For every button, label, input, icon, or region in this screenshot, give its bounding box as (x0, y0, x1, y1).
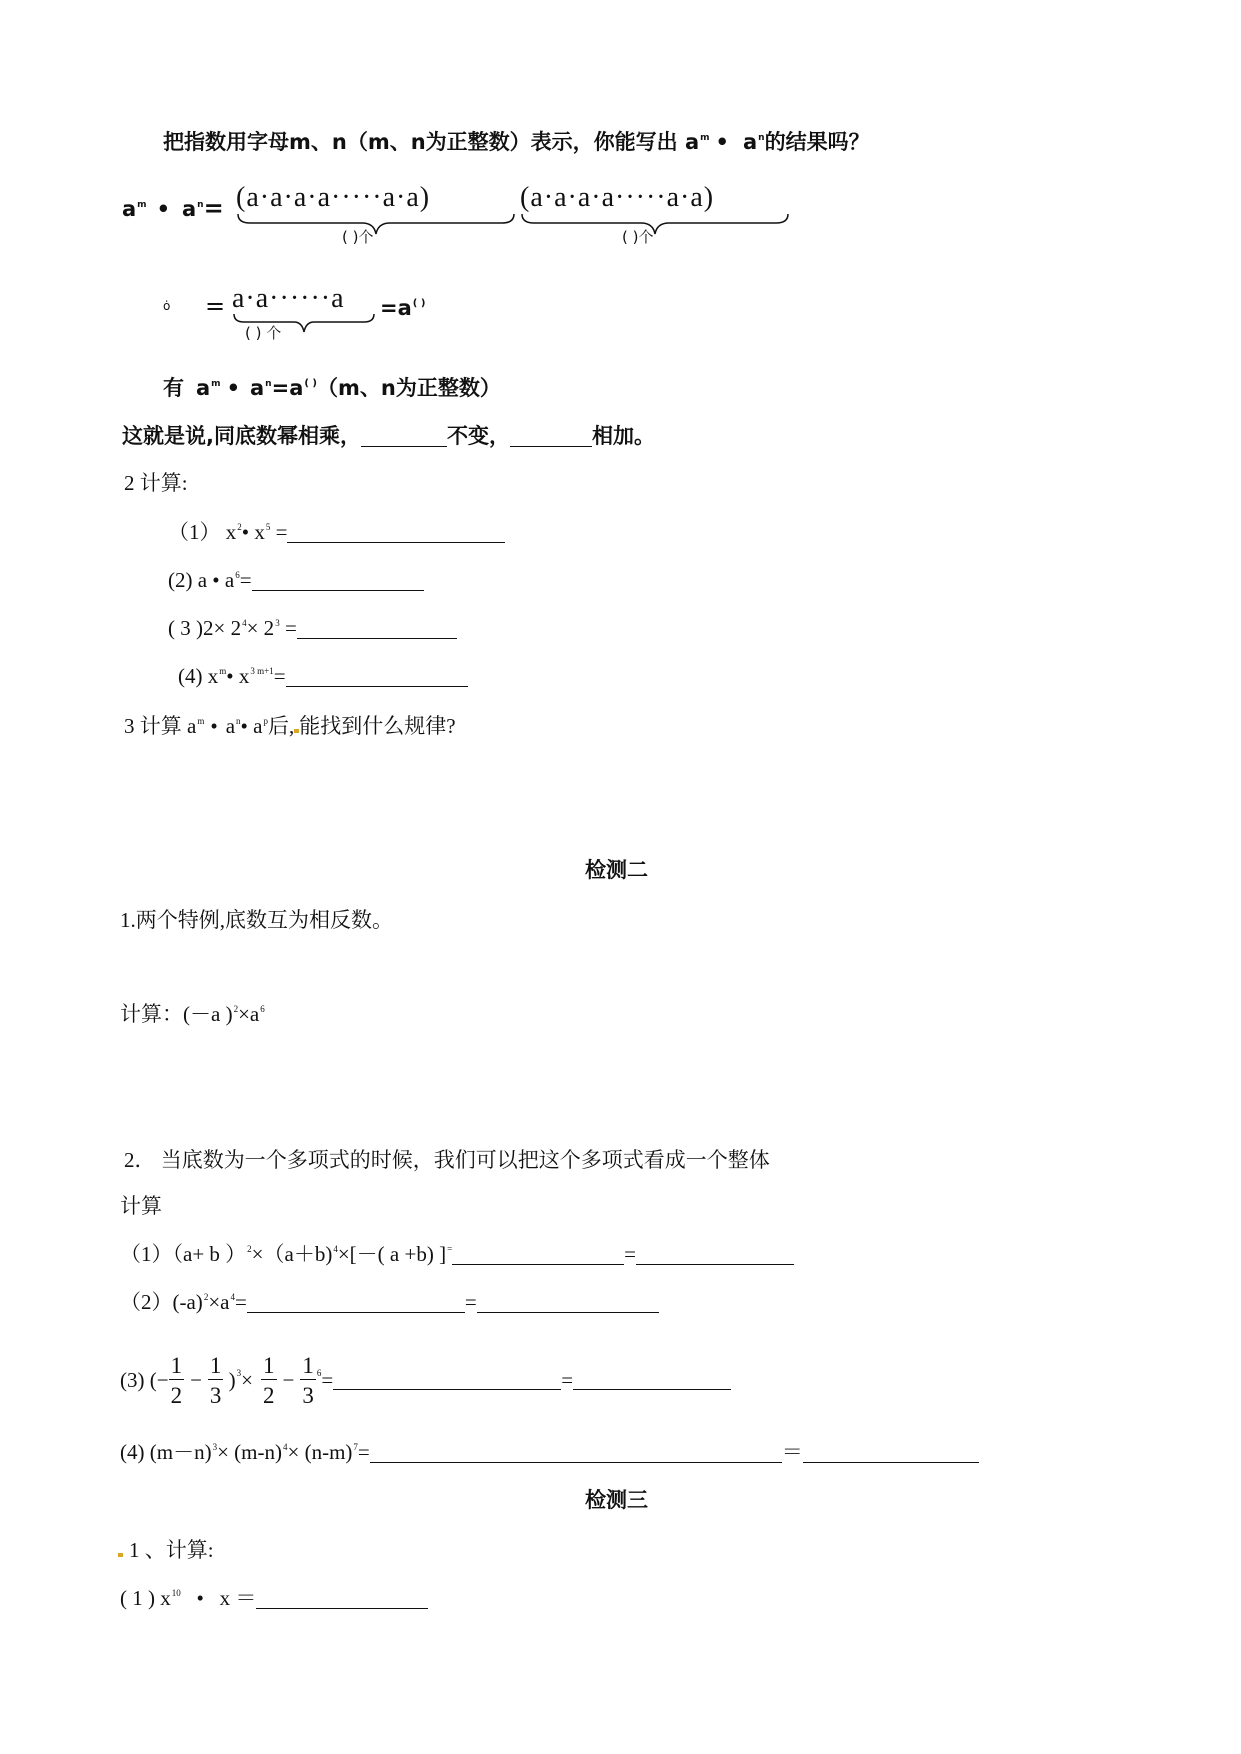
frac-2-num: 1 (209, 1353, 222, 1378)
s2-item4-blank[interactable] (286, 668, 468, 687)
p1-blank1[interactable] (452, 1246, 624, 1265)
blank-exponent[interactable] (510, 428, 592, 447)
s3-text-b: 后, (267, 714, 295, 738)
frac-4 (300, 1354, 316, 1407)
check2-calc-a: 计算：(－a ) (120, 1002, 233, 1026)
p4-sup1: 3 (212, 1442, 218, 1452)
derivation-lhs (122, 196, 224, 220)
check2-calc (120, 1004, 265, 1025)
lhs-dot: • (156, 197, 170, 221)
conclusion-suffix: （m、n为正整数） (317, 376, 501, 400)
p1-sup3: = (447, 1244, 453, 1254)
frac-3-num: 1 (263, 1353, 275, 1378)
p1-a: （1）（a+ b ） (120, 1242, 247, 1266)
conclusion-eq: =a (271, 376, 304, 400)
p2-a: （2）(-a) (120, 1290, 203, 1314)
s2-item4-label: (4) x (178, 664, 219, 688)
p1-sup2: 4 (333, 1244, 338, 1254)
p1-blank2[interactable] (636, 1246, 794, 1265)
intro-a2: a (742, 130, 758, 154)
intro-text-c: 的结果吗？ (764, 130, 870, 154)
p3-sup2: 6 (316, 1368, 322, 1379)
s2-item1-sup1: 2 (237, 522, 242, 532)
lhs-sup-m: m (137, 200, 147, 210)
brace-group1 (236, 212, 516, 236)
conclusion-line (163, 378, 501, 399)
conclusion-dot: • (226, 376, 240, 400)
conclusion-a1: a (196, 376, 211, 400)
intro-text-b: 能写出 a (614, 130, 700, 154)
p4-b: × (m-n) (217, 1440, 282, 1464)
s2-item4-mid: • x (226, 664, 250, 688)
s2-item2-label: (2) a • a (168, 568, 235, 592)
s3-sup-m: m (197, 716, 205, 726)
p4-blank2[interactable] (803, 1444, 979, 1463)
s2-item1 (168, 522, 505, 543)
s3-text-c: 能找到什么规律? (299, 714, 456, 738)
frac-4-num: 1 (302, 1353, 314, 1378)
frac-3-den: 2 (263, 1383, 275, 1408)
s2-item3-sup1: 4 (242, 618, 247, 628)
section2-heading: 2 计算: (124, 471, 188, 495)
s2-item3-sup2: 3 (275, 618, 280, 628)
p1-c: ×[－( a +b) ] (337, 1242, 447, 1266)
p4-c: × (n-m) (287, 1440, 353, 1464)
conclusion-sup-paren: ( ) (304, 378, 317, 389)
p3-times: × (241, 1368, 254, 1392)
check2-item1-num: 1. (120, 908, 136, 932)
rule-a: 这就是说,同底 (122, 424, 256, 448)
frac-3 (261, 1354, 277, 1407)
check2-p4 (120, 1442, 979, 1463)
check2-item1-text: 两个特例,底数互为相反数。 (135, 908, 393, 932)
p4-sup3: 7 (353, 1442, 358, 1452)
p2-b: ×a (208, 1290, 230, 1314)
check2-calc-tail: ×a (238, 1002, 260, 1026)
line2-result-a: =a (380, 296, 412, 320)
s2-item3 (168, 618, 457, 639)
p2-blank2[interactable] (477, 1294, 659, 1313)
rule-d: 相加。 (591, 424, 655, 448)
c3-p1-blank[interactable] (256, 1590, 428, 1609)
p4-eq2: ＝ (781, 1440, 803, 1464)
frac-2-den: 3 (209, 1383, 222, 1408)
frac-1-num: 1 (170, 1353, 183, 1378)
check2-p3 (120, 1354, 731, 1407)
check2-calc-label: 计算 (120, 1194, 162, 1218)
group2: (a·a·a·a·····a·a) (520, 182, 715, 213)
p2-sup1: 2 (203, 1292, 209, 1302)
s3-sup-n: n (236, 716, 241, 726)
lhs-a: a (122, 197, 137, 221)
p1-sup1: 2 (247, 1244, 252, 1254)
s3-text-a: 3 计算 a (124, 714, 197, 738)
s2-item2-tail: = (239, 568, 252, 592)
s2-item1-sup2: 5 (265, 522, 271, 532)
p1-b: ×（a＋b) (251, 1242, 333, 1266)
p3-sup1: 3 (236, 1368, 242, 1379)
group2-count: ( )个 (622, 228, 654, 246)
s2-item2-sup1: 6 (235, 570, 240, 580)
intro-text-a: 把指数用字母m、n（m、n为正整数）表示，你 (163, 130, 615, 154)
c3-p1-sup: 10 (171, 1588, 181, 1598)
s3-sup-p: p (263, 716, 268, 726)
lhs-sup-n: n (197, 200, 204, 210)
c3-p1-a: ( 1 ) x (120, 1586, 171, 1610)
line2-result (380, 298, 425, 319)
check2-title: 检测二 (585, 858, 648, 882)
line2-eq: = (205, 292, 226, 320)
check2-p1 (120, 1244, 794, 1265)
group1: (a·a·a·a·····a·a) (236, 182, 431, 213)
check2-item2: 2． 当底数为一个多项式的时候，我们可以把这个多项式看成一个整体 (124, 1148, 770, 1172)
p4-a: (4) (m－n) (120, 1440, 212, 1464)
p2-sup2: 4 (230, 1292, 235, 1302)
s2-item3-blank[interactable] (297, 620, 457, 639)
s2-item3-tail: = (279, 616, 297, 640)
s2-item3-label: ( 3 )2× 2 (168, 616, 242, 640)
frac-4-den: 3 (302, 1383, 314, 1408)
frac-1-den: 2 (170, 1383, 183, 1408)
p2-eq: = (464, 1290, 477, 1314)
bullet-mark: ȯ (163, 299, 171, 313)
check2-calc-sup: 2 (233, 1004, 239, 1014)
s2-item3-mid: × 2 (246, 616, 275, 640)
blank-base[interactable] (361, 428, 447, 447)
s2-item2-blank[interactable] (252, 572, 424, 591)
s2-item1-tail: = (270, 520, 288, 544)
p3-b: ) (223, 1368, 236, 1392)
check3-item1 (118, 1540, 214, 1561)
check3-title: 检测三 (585, 1488, 648, 1512)
s2-item4-tail: = (273, 664, 286, 688)
group1-count: ( )个 (342, 228, 374, 246)
p3-minus2: − (282, 1368, 295, 1392)
p4-blank1[interactable] (370, 1444, 782, 1463)
s2-item1-label: （1） x (168, 520, 237, 544)
p4-sup2: 4 (282, 1442, 288, 1452)
s3-a2: a (225, 714, 236, 738)
p3-eq: = (321, 1368, 334, 1392)
c3-p1-b: • x ＝ (180, 1586, 257, 1610)
conclusion-a2: a (250, 376, 265, 400)
intro-sup-n: n (758, 133, 765, 143)
line2-group: a·a······a (232, 283, 345, 314)
intro-dot: • (715, 130, 729, 154)
s2-item1-blank[interactable] (287, 524, 505, 543)
check3-item1-text: 1 、计算: (129, 1538, 214, 1562)
lhs-eq: = (203, 194, 224, 222)
conclusion-sup-m: m (211, 379, 221, 389)
s2-item4-sup1: m (219, 666, 227, 676)
check2-p2 (120, 1292, 659, 1313)
line2-count: ( ) 个 (245, 324, 282, 342)
p3-blank1[interactable] (333, 1371, 561, 1390)
s3-mid: • a (240, 714, 263, 738)
p4-eq: = (357, 1440, 370, 1464)
section3-line (124, 716, 456, 737)
frac-2 (208, 1354, 224, 1407)
lhs-a2: a (182, 197, 197, 221)
s3-dot: • (210, 714, 218, 738)
highlight-dot-2 (118, 1553, 123, 1557)
rule-b: 数幂相乘， (255, 424, 361, 448)
rule-line (122, 426, 655, 447)
brace-group2 (520, 212, 790, 236)
p2-blank1[interactable] (247, 1294, 465, 1313)
conclusion-prefix: 有 (163, 376, 184, 400)
check2-item1 (120, 910, 393, 931)
p2-c: = (234, 1290, 247, 1314)
check3-p1 (120, 1588, 428, 1609)
p3-blank2[interactable] (573, 1371, 731, 1390)
s2-item1-mid: • x (241, 520, 265, 544)
frac-1 (169, 1354, 185, 1407)
p3-minus: − (190, 1368, 202, 1392)
p3-eq2: = (561, 1368, 574, 1392)
p1-eq: = (624, 1242, 636, 1266)
check2-calc-sup2: 6 (260, 1004, 265, 1014)
line2-sup: ( ) (412, 298, 426, 309)
s2-item4-sup2: 3 m+1 (250, 666, 274, 676)
p3-a: (3) (− (120, 1368, 169, 1392)
intro-line (163, 132, 870, 153)
s2-item2 (168, 570, 424, 591)
rule-c: 不变， (446, 424, 510, 448)
s2-item4 (178, 666, 468, 687)
conclusion-sup-n: n (265, 379, 272, 389)
intro-sup-m: m (700, 133, 710, 143)
